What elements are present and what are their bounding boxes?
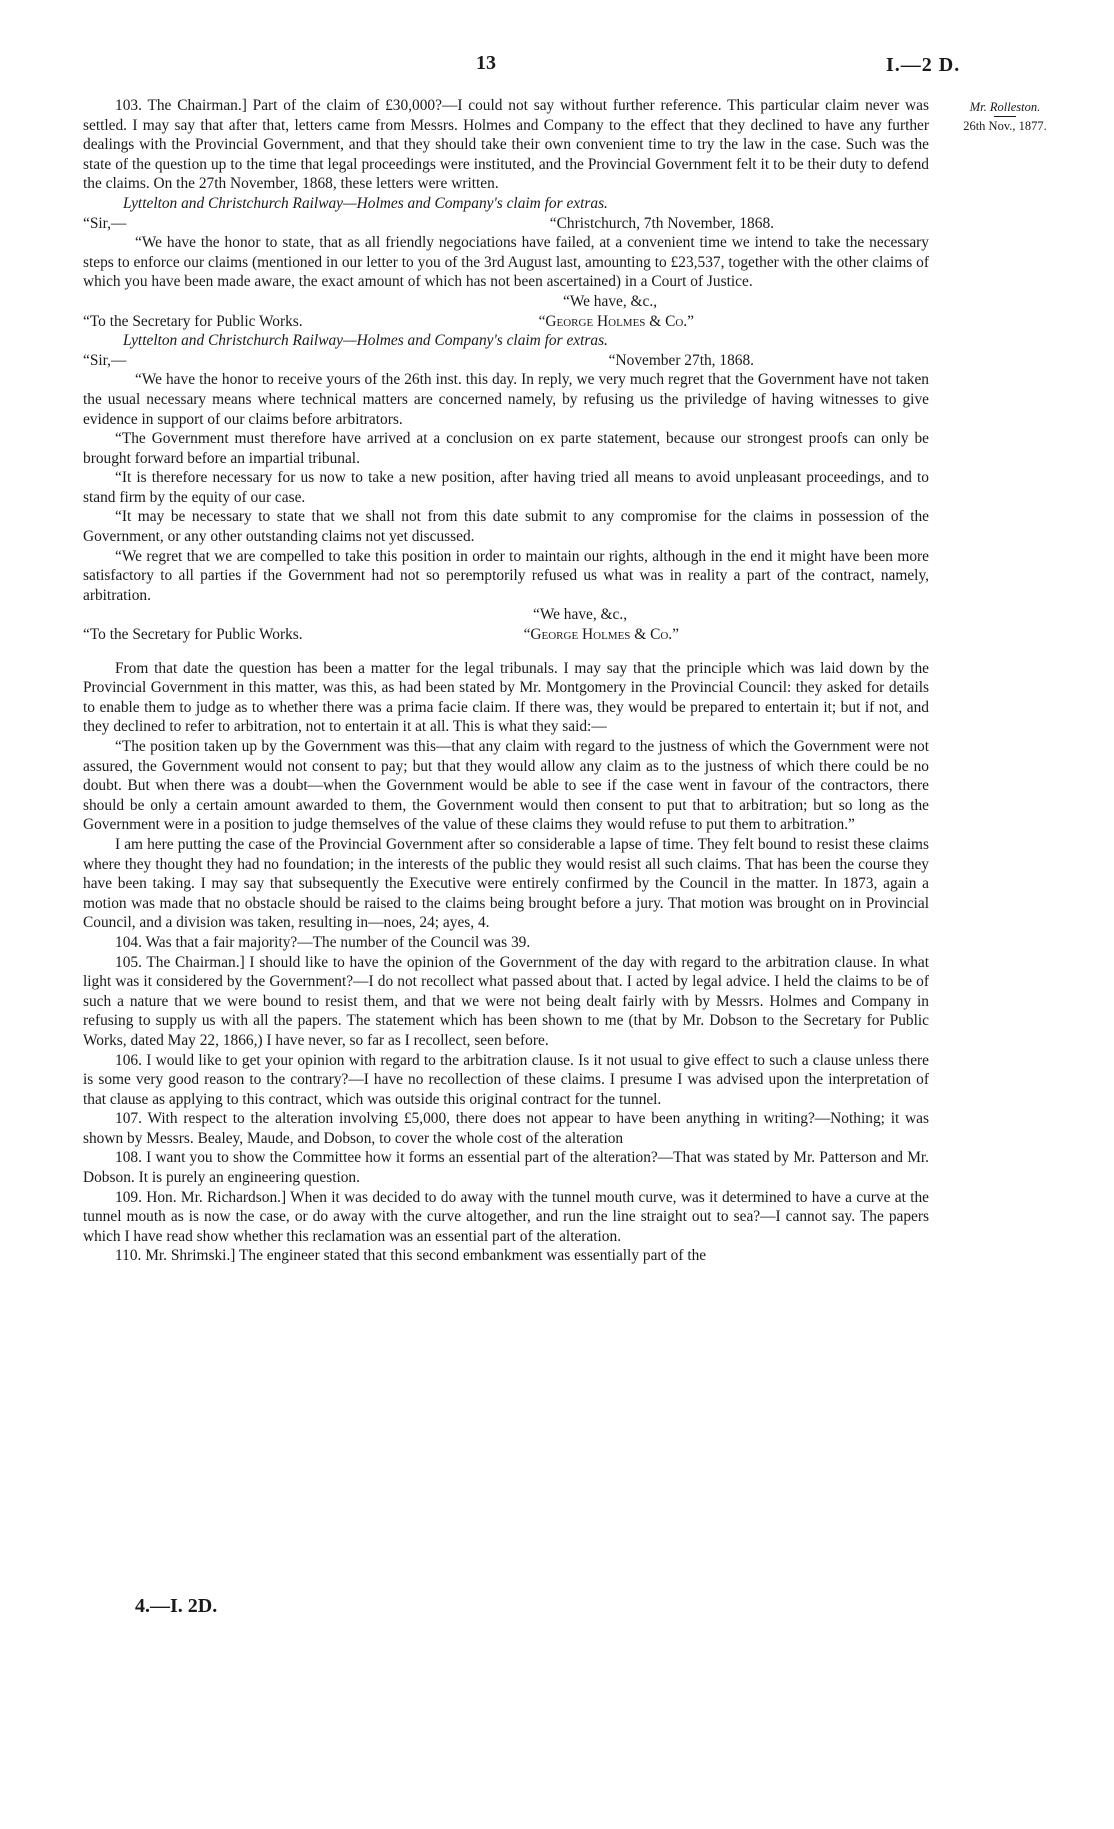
printer-signature: 4.—I. 2D. [135, 1595, 218, 1617]
letter1-salutation: “Sir,— [83, 214, 127, 232]
paragraph-108: 108. I want you to show the Committee how it forms an essential part of the alteration?—That was stated by Mr. Patterson and Mr. Dobson. It is purely an engineering question. [83, 1149, 929, 1187]
paragraph-109: 109. Hon. Mr. Richardson.] When it was decided to do away with the tunnel mouth curve, was it determined to have a curve at the tunnel mouth as is now the case, or do away with the curve altogether, and run the line straight out to sea?—I cannot say. The papers which I have read show whether this reclamation was an essential part of the alteration. [83, 1188, 929, 1245]
page-number: 13 [476, 52, 496, 74]
letter1-header-row [83, 214, 929, 234]
letter2-paragraph-5: “We regret that we are compelled to take this position in order to maintain our rights, although in the end it might have been more satisfactory to all parties if the Government had not so peremptorily refused us what was in reality a part of the contract, namely, arbitration. [83, 547, 929, 604]
letter1-footer-row [83, 312, 929, 332]
paragraph-104: 104. Was that a fair majority?—The number of the Council was 39. [115, 933, 531, 951]
paragraph-106: 106. I would like to get your opinion with regard to the arbitration clause. Is it not usual to give effect to such a clause unless there is some very good reason to the contrary?—I have no recollection of these claims. I presume I was advised upon the interpretation of that clause as applying to this contract, which was outside this original contract for the tunnel. [83, 1051, 929, 1108]
paragraph-provincial-case: I am here putting the case of the Provincial Government after so considerable a lapse of time. They felt bound to resist these claims where they thought they had no foundation; in the interests of the public they would resist all such claims. That has been the course they have been taking. I may say that subsequently the Executive were entirely confirmed by the Council in the matter. In 1873, again a motion was made that no obstacle should be raised to the claims being brought before a jury. That motion was brought on in Provincial Council, and a division was taken, resulting in—noes, 24; ayes, 4. [83, 835, 929, 932]
letter1-heading: Lyttelton and Christchurch Railway—Holmes and Company's claim for extras. [123, 194, 608, 212]
letter2-dateline: “November 27th, 1868. [608, 351, 754, 369]
document-reference: I.—2 D. [886, 54, 961, 76]
body-column [83, 96, 929, 1266]
letter2-addressee: “To the Secretary for Public Works. [83, 626, 303, 644]
letter2-paragraph-1: “We have the honor to receive yours of the 26th inst. this day. In reply, we very much regret that the Government have not taken the usual necessary means where technical matters are concerned namely, by refusing us the priviledge of having witnesses to give evidence in support of our claims before arbitrators. [83, 371, 929, 428]
margin-note [940, 98, 1070, 135]
paragraph-from-that-date: From that date the question has been a matter for the legal tribunals. I may say that the principle which was laid down by the Provincial Government in this matter, was this, as had been stated by Mr. Montgomery in the Provincial Council: they asked for details to enable them to judge as to whether there was a prima facie claim. If there was, they would be prepared to entertain it; but if not, and they declined to refer to arbitration, not to entertain it at all. This is what they said:— [83, 659, 929, 736]
letter2-heading: Lyttelton and Christchurch Railway—Holmes and Company's claim for extras. [123, 332, 608, 350]
letter2-paragraph-3: “It is therefore necessary for us now to take a new position, after having tried all means to avoid unpleasant proceedings, and to stand firm by the equity of our case. [83, 469, 929, 506]
margin-witness-name: Mr. Rolleston. [969, 100, 1041, 114]
paragraph-110: 110. Mr. Shrimski.] The engineer stated that this second embankment was essentially part of the [115, 1247, 707, 1265]
letter2-header-row [83, 351, 929, 371]
letter2-footer-row [83, 625, 929, 645]
letter1-addressee: “To the Secretary for Public Works. [83, 312, 303, 330]
letter2-paragraph-4: “It may be necessary to state that we shall not from this date submit to any compromise for the claims in possession of the Government, or any other outstanding claims not yet discussed. [83, 508, 929, 546]
letter2-signature: “George Holmes & Co.” [523, 626, 679, 644]
letter1-dateline: “Christchurch, 7th November, 1868. [549, 214, 774, 232]
paragraph-105: 105. The Chairman.] I should like to have the opinion of the Government of the day with regard to the arbitration clause. In what light was it considered by the Government?—I do not recollect what passed about that. I acted by legal advice. I held the claims to be of such a nature that we were bound to resist them, and that we were not being dealt fairly with by Messrs. Holmes and Company in refusing to supply us with all the papers. The statement which has been shown to me (that by Mr. Dobson to the Secretary for Public Works, dated May 22, 1866,) I have never, so far as I recollect, seen before. [83, 953, 929, 1049]
letter1-signature: “George Holmes & Co.” [538, 312, 694, 330]
letter2-salutation: “Sir,— [83, 351, 127, 369]
letter2-closing: “We have, &c., [533, 606, 628, 624]
margin-date: 26th Nov., 1877. [963, 119, 1047, 133]
paragraph-107: 107. With respect to the alteration involving £5,000, there does not appear to have been anything in writing?—Nothing; it was shown by Messrs. Bealey, Maude, and Dobson, to cover the whole cost of the alteration [83, 1110, 929, 1147]
paragraph-council-quote: “The position taken up by the Government was this—that any claim with regard to the justness of which the Government were not assured, the Government would not consent to pay; but that they would allow any claim as to the justness of which there could be no doubt. But when there was a doubt—when the Government would be able to see if the case went in favour of the contractors, there should be only a certain amount awarded to them, the Government would then consent to put that to arbitration; but so long as the Government were in a position to judge themselves of the value of these claims they would refuse to put them to arbitration.” [83, 738, 929, 834]
letter1-closing: “We have, &c., [563, 292, 658, 310]
paragraph-103: 103. The Chairman.] Part of the claim of £30,000?—I could not say without further reference. This particular claim never was settled. I may say that after that, letters came from Messrs. Holmes and Company to the effect that they declined to have any further dealings with the Provincial Government, and that they should take their own convenient time to try the law in the case. Such was the state of the question up to the time that legal proceedings were instituted, and the Provincial Government felt it to be their duty to defend the claims. On the 27th November, 1868, these letters were written. [83, 97, 929, 193]
letter2-paragraph-2: “The Government must therefore have arrived at a conclusion on ex parte statement, because our strongest proofs can only be brought forward before an impartial tribunal. [83, 430, 929, 467]
letter1-body: “We have the honor to state, that as all friendly negociations have failed, at a convenient time we intend to take the necessary steps to enforce our claims (mentioned in our letter to you of the 3rd August last, amounting to £23,537, together with the other claims of which you have been made aware, the exact amount of which has not been ascertained) in a Court of Justice. [83, 234, 929, 291]
